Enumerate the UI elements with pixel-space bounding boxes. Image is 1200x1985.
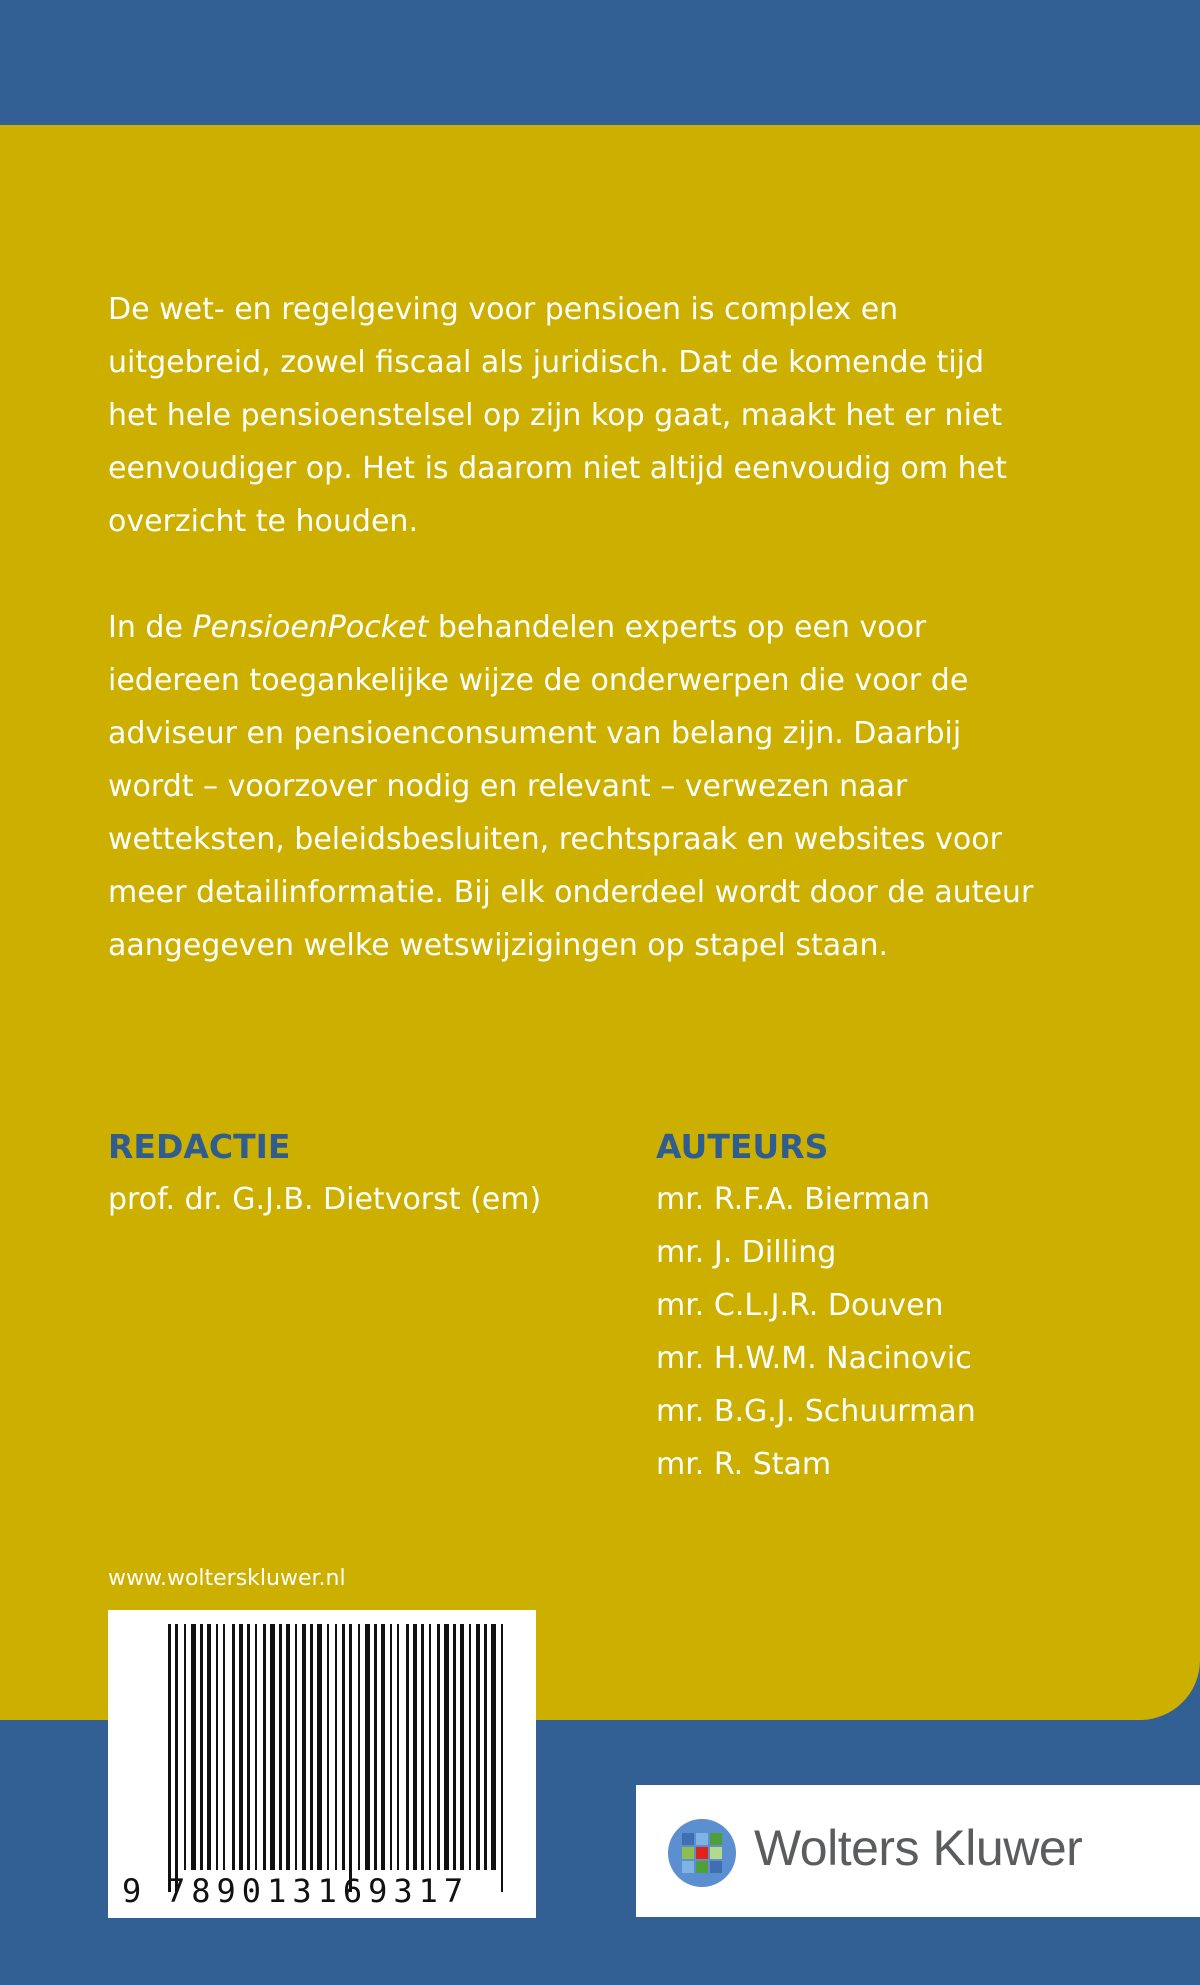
barcode-bar xyxy=(413,1624,417,1870)
author-name: mr. H.W.M. Nacinovic xyxy=(656,1341,972,1376)
isbn-digits: 789013169317 xyxy=(166,1872,470,1910)
blurb-paragraph-2 xyxy=(108,601,1038,972)
wolters-kluwer-logo-icon xyxy=(666,1817,738,1889)
author-name: mr. R. Stam xyxy=(656,1447,832,1482)
barcode-bar xyxy=(444,1624,449,1870)
barcode-bar xyxy=(349,1624,352,1892)
barcode-bar xyxy=(429,1624,431,1870)
barcode-bar xyxy=(501,1624,503,1892)
publisher-url[interactable]: www.wolterskluwer.nl xyxy=(108,1566,346,1591)
barcode-bar xyxy=(469,1624,471,1870)
barcode-bar xyxy=(381,1624,385,1870)
auteurs-section xyxy=(656,1120,1156,1491)
barcode-bar xyxy=(200,1624,203,1870)
barcode-bar xyxy=(335,1624,337,1870)
barcode xyxy=(108,1610,536,1918)
barcode-bar xyxy=(453,1624,456,1870)
barcode-bar xyxy=(263,1624,266,1870)
barcode-bar xyxy=(279,1624,282,1870)
barcode-bar xyxy=(342,1624,345,1870)
author-name: mr. B.G.J. Schuurman xyxy=(656,1394,976,1429)
barcode-bar xyxy=(302,1624,306,1870)
barcode-bar xyxy=(247,1624,250,1870)
barcode-bar xyxy=(239,1624,243,1870)
barcode-bar xyxy=(232,1624,235,1870)
barcode-bar xyxy=(286,1624,290,1870)
barcode-bar xyxy=(270,1624,275,1870)
barcode-bar xyxy=(168,1624,171,1892)
barcode-bar xyxy=(295,1624,297,1870)
publisher-logo-text: Wolters Kluwer xyxy=(754,1820,1083,1876)
barcode-bar xyxy=(216,1624,218,1870)
barcode-bar xyxy=(207,1624,211,1870)
author-name: mr. J. Dilling xyxy=(656,1235,837,1270)
barcode-bar xyxy=(397,1624,399,1870)
editor-name: prof. dr. G.J.B. Dietvorst (em) xyxy=(108,1182,542,1217)
barcode-bar xyxy=(460,1624,464,1870)
redactie-heading: REDACTIE xyxy=(108,1127,291,1166)
barcode-bar xyxy=(421,1624,424,1870)
blurb-p2-post: behandelen experts op een voor iedereen toegankelijke wijze de onderwerpen die voor de adviseur en pensioenconsument van belang zijn. Daarbij wordt – voorzover nodig en relevant – verwezen naar wetteksten, beleidsbesluiten, rechtspraak en websites voor meer detailinformatie. Bij elk onderdeel wordt door de auteur aangegeven welke wetswijzigingen op stapel staan. xyxy=(108,610,1034,963)
author-name: mr. C.L.J.R. Douven xyxy=(656,1288,944,1323)
barcode-bar xyxy=(255,1624,257,1870)
author-name: mr. R.F.A. Bierman xyxy=(656,1182,931,1217)
barcode-bar xyxy=(184,1624,186,1870)
barcode-bar xyxy=(223,1624,225,1870)
barcode-bar xyxy=(327,1624,329,1870)
barcode-bar xyxy=(175,1624,178,1892)
barcode-bar xyxy=(358,1624,360,1870)
top-band xyxy=(0,0,1200,125)
blurb-p2-pre: In de xyxy=(108,610,193,645)
barcode-bar xyxy=(390,1624,392,1870)
barcode-bar xyxy=(406,1624,409,1870)
barcode-bar xyxy=(437,1624,440,1870)
blurb-text xyxy=(108,283,1038,972)
barcode-bar xyxy=(191,1624,196,1870)
barcode-bar xyxy=(476,1624,480,1870)
book-title-italic: PensioenPocket xyxy=(192,610,429,645)
redactie-section xyxy=(108,1120,648,1226)
barcode-bar xyxy=(484,1624,487,1870)
auteurs-heading: AUTEURS xyxy=(656,1127,829,1166)
barcode-bar xyxy=(310,1624,313,1870)
barcode-bar xyxy=(374,1624,377,1870)
barcode-bar xyxy=(365,1624,370,1870)
blurb-paragraph-1: De wet- en regelgeving voor pensioen is complex en uitgebreid, zowel fiscaal als juridisch. Dat de komende tijd het hele pensioenstelsel op zijn kop gaat, maakt het er niet eenvoudiger op. Het is daarom niet altijd eenvoudig om het overzicht te houden. xyxy=(108,292,1007,539)
isbn-lead-digit: 9 xyxy=(122,1872,143,1910)
barcode-bar xyxy=(317,1624,322,1870)
publisher-logo-box xyxy=(636,1785,1200,1917)
barcode-bar xyxy=(491,1624,496,1870)
